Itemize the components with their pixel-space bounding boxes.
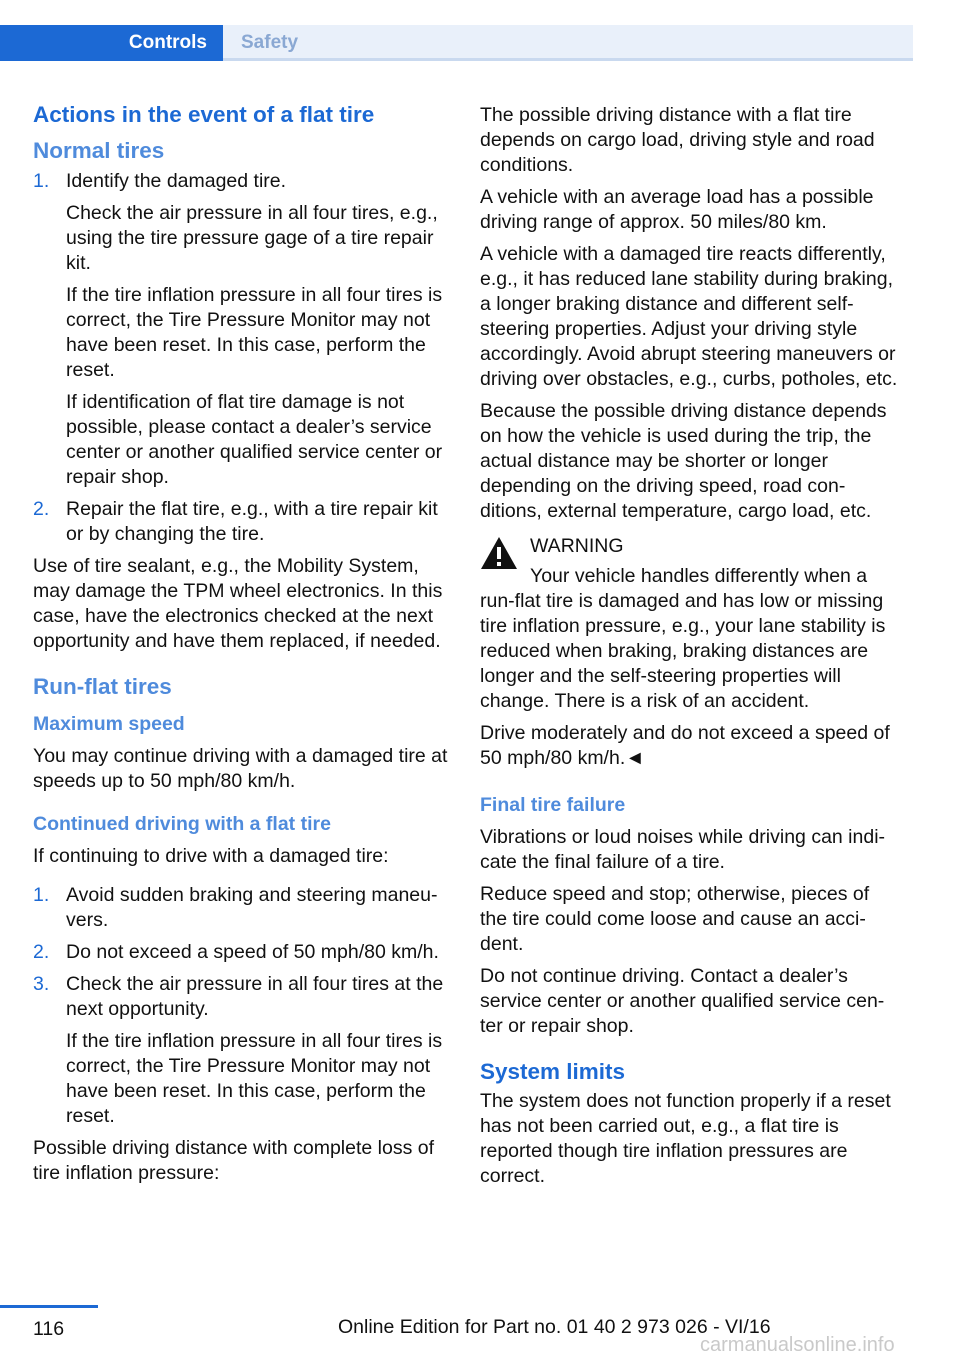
paragraph: The possible driving distance with a flat tire depends on cargo load, driving style and road conditions.	[480, 104, 875, 176]
warning-title: WARNING	[530, 535, 624, 557]
list-paragraph: Do not exceed a speed of 50 mph/80 km/h.	[66, 941, 439, 963]
paragraph: Vibrations or loud noises while driving can indicate the final failure of a tire.	[480, 826, 886, 873]
sealant-note: Use of tire sealant, e.g., the Mobility System, may damage the TPM wheel electronics. In this case, have the electronics checked at the next opportunity and have them replaced, if needed.	[33, 555, 443, 652]
heading-flat-tire-actions: Actions in the event of a flat tire	[33, 102, 375, 127]
tab-safety[interactable]: Safety	[223, 25, 913, 61]
warning-action: Drive moderately and do not exceed a speed of 50 mph/80 km/h.◄	[480, 722, 890, 769]
heading-normal-tires: Normal tires	[33, 138, 165, 163]
list-item	[33, 497, 448, 547]
warning-text: Your vehicle handles differently when a run-flat tire is damaged and has low or missing tire inflation pressure, e.g., your lane stability is reduced when braking, braking distances are longer and the self-steering properties will change. There is a risk of an accident.	[480, 565, 886, 712]
list-paragraph: Avoid sudden braking and steering maneuvers.	[66, 884, 438, 931]
list-number: 3.	[33, 973, 50, 995]
list-item	[33, 972, 448, 1129]
continued-driving-intro: If continuing to drive with a damaged tire:	[33, 845, 389, 867]
tab-controls[interactable]: Controls	[0, 25, 223, 61]
left-column	[33, 100, 448, 1186]
list-item	[33, 883, 448, 933]
list-number: 2.	[33, 941, 50, 963]
list-number: 2.	[33, 498, 50, 520]
list-paragraph: Identify the damaged tire.	[66, 170, 287, 192]
heading-final-tire-failure: Final tire failure	[480, 794, 626, 816]
continued-driving-steps	[33, 883, 448, 1129]
list-paragraph: Check the air pressure in all four tires, e.g., using the tire pressure gage of a tire repair kit.	[66, 202, 438, 274]
maximum-speed-text: You may continue driving with a damaged tire at speeds up to 50 mph/80 km/h.	[33, 745, 448, 792]
edition-text: Online Edition for Part no. 01 40 2 973 026 - VI/16	[338, 1316, 771, 1338]
normal-tires-steps	[33, 169, 448, 547]
paragraph: Reduce speed and stop; otherwise, pieces of the tire could come loose and cause an accident.	[480, 883, 870, 955]
heading-run-flat-tires: Run-flat tires	[33, 674, 172, 699]
list-item	[33, 169, 448, 490]
heading-maximum-speed: Maximum speed	[33, 713, 185, 735]
paragraph: A vehicle with a damaged tire reacts differently, e.g., it has reduced lane stability during braking, a longer braking distance and different self-steering properties. Adjust your driving style accordingly. Avoid abrupt steering maneuvers or driving over obstacles, e.g., curbs, potholes, etc.	[480, 243, 898, 390]
heading-continued-driving: Continued driving with a flat tire	[33, 813, 331, 835]
heading-system-limits: System limits	[480, 1059, 626, 1084]
warning-box	[480, 534, 898, 559]
list-paragraph: Repair the flat tire, e.g., with a tire repair kit or by changing the tire.	[66, 498, 438, 545]
paragraph: Because the possible driving distance depends on how the vehicle is used during the trip, the actual distance may be shorter or longer depending on the driving speed, road conditions, external temperature, cargo load, etc.	[480, 400, 887, 522]
paragraph: Do not continue driving. Contact a dealer’s service center or another qualified service center or repair shop.	[480, 965, 885, 1037]
system-limits-text: The system does not function properly if a reset has not been carried out, e.g., a flat tire is reported though tire inflation pressures are correct.	[480, 1090, 891, 1187]
right-column	[480, 103, 898, 1189]
list-item	[33, 940, 448, 965]
list-paragraph: If the tire inflation pressure in all four tires is correct, the Tire Pressure Monitor may not have been reset. In this case, perform the reset.	[66, 284, 443, 381]
page-number: 116	[33, 1318, 65, 1340]
watermark: carmanualsonline.info	[700, 1334, 895, 1356]
footer-accent-line	[0, 1305, 98, 1308]
list-paragraph: Check the air pressure in all four tires at the next opportunity.	[66, 973, 444, 1020]
list-paragraph: If the tire inflation pressure in all four tires is correct, the Tire Pressure Monitor may not have been reset. In this case, perform the reset.	[66, 1030, 443, 1127]
possible-distance-intro: Possible driving distance with complete loss of tire inflation pressure:	[33, 1137, 435, 1184]
list-number: 1.	[33, 884, 50, 906]
warning-triangle-icon	[480, 536, 518, 570]
list-paragraph: If identification of flat tire damage is not possible, please contact a dealer’s service center or another qualified service center or repair shop.	[66, 391, 443, 488]
section-tab-bar	[0, 25, 895, 61]
list-number: 1.	[33, 170, 50, 192]
paragraph: A vehicle with an average load has a possible driving range of approx. 50 miles/80 km.	[480, 186, 874, 233]
